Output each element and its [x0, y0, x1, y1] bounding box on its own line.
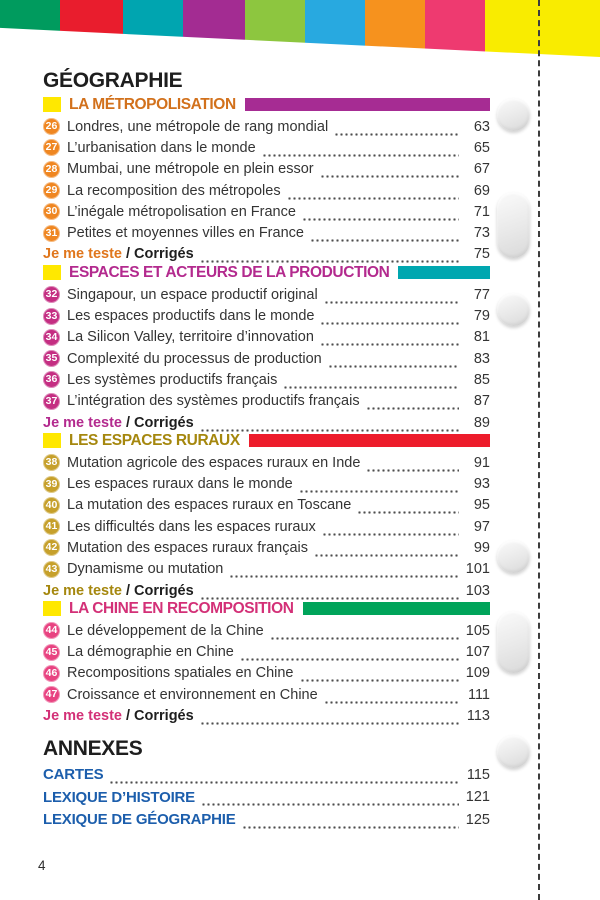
color-stripe-band [0, 0, 600, 57]
chapter-number-badge: 47 [43, 686, 60, 703]
dotted-leader [240, 651, 459, 661]
color-stripe-pink [425, 0, 485, 57]
page-number: 115 [466, 766, 490, 783]
dotted-leader [201, 796, 459, 806]
test-label: Je me teste [43, 414, 122, 431]
section-color-bar [245, 98, 490, 111]
section-color-bar [303, 602, 490, 615]
chapter-number-badge: 39 [43, 476, 60, 493]
dotted-leader [366, 400, 459, 410]
test-suffix: / Corrigés [126, 708, 194, 725]
toc-item-label: La mutation des espaces ruraux en Toscane [67, 497, 352, 514]
annex-label: LEXIQUE DE GÉOGRAPHIE [43, 811, 236, 829]
toc-item-label: Londres, une métropole de rang mondial [67, 118, 329, 135]
chapter-number-badge: 43 [43, 561, 60, 578]
toc-test-item[interactable] [43, 412, 490, 433]
toc-item-label: La recomposition des métropoles [67, 182, 281, 199]
toc-item-label: Mumbai, une métropole en plein essor [67, 161, 314, 178]
page-number: 63 [473, 118, 490, 135]
dotted-leader [324, 694, 459, 704]
page-number: 65 [473, 139, 490, 156]
toc-item[interactable] [43, 642, 490, 663]
toc-item[interactable] [43, 516, 490, 537]
toc-item[interactable] [43, 663, 490, 684]
dotted-leader [320, 168, 459, 178]
test-label: Je me teste [43, 246, 122, 263]
toc-item-label: Les systèmes productifs français [67, 371, 278, 388]
dotted-leader [302, 211, 459, 221]
page-number: 79 [473, 308, 490, 325]
toc-item[interactable] [43, 305, 490, 326]
page-number: 97 [473, 518, 490, 535]
page-number: 109 [465, 665, 490, 682]
page-number: 81 [473, 329, 490, 346]
toc-item[interactable] [43, 391, 490, 412]
test-label: Je me teste [43, 582, 122, 599]
toc-item[interactable] [43, 452, 490, 473]
dotted-leader [322, 526, 459, 536]
chapter-number-badge: 36 [43, 371, 60, 388]
dotted-leader [328, 358, 459, 368]
thumb-tab-circle [497, 735, 530, 768]
chapter-number-badge: 30 [43, 203, 60, 220]
page-number: 71 [473, 203, 490, 220]
toc-item[interactable] [43, 284, 490, 305]
toc-item[interactable] [43, 684, 490, 705]
toc-item-label: Les espaces ruraux dans le monde [67, 476, 293, 493]
annex-item[interactable] [43, 809, 490, 831]
page-number: 77 [473, 286, 490, 303]
toc-item-label: Mutation agricole des espaces ruraux en Inde [67, 454, 361, 471]
dotted-leader [109, 774, 459, 784]
page-number: 85 [473, 371, 490, 388]
test-suffix: / Corrigés [126, 582, 194, 599]
dotted-leader [310, 232, 459, 242]
dotted-leader [287, 190, 459, 200]
page-number: 69 [473, 182, 490, 199]
page-number: 75 [473, 246, 490, 263]
toc-item-label: Petites et moyennes villes en France [67, 225, 304, 242]
color-stripe-light-green [245, 0, 305, 57]
chapter-number-badge: 37 [43, 393, 60, 410]
page-number: 89 [473, 414, 490, 431]
section-header [43, 601, 490, 616]
chapter-number-badge: 26 [43, 118, 60, 135]
annex-item[interactable] [43, 764, 490, 786]
toc-item[interactable] [43, 369, 490, 390]
toc-item-label: L’urbanisation dans le monde [67, 139, 256, 156]
chapter-number-badge: 38 [43, 454, 60, 471]
page-number: 111 [467, 686, 490, 703]
toc-item-label: Dynamisme ou mutation [67, 561, 224, 578]
test-suffix: / Corrigés [126, 246, 194, 263]
toc-item[interactable] [43, 559, 490, 580]
toc-item-label: L’inégale métropolisation en France [67, 203, 296, 220]
thumb-tab-circle [497, 293, 530, 326]
toc-item[interactable] [43, 137, 490, 158]
toc-section [43, 433, 490, 601]
dotted-leader [229, 568, 459, 578]
color-stripe-teal [123, 0, 183, 57]
color-stripe-yellow [485, 0, 600, 57]
thumb-tab-pill [497, 192, 530, 258]
toc-item-label: L’intégration des systèmes productifs français [67, 393, 360, 410]
thumb-tab-pill [497, 611, 530, 673]
toc-item[interactable] [43, 620, 490, 641]
section-title: ESPACES ET ACTEURS DE LA PRODUCTION [69, 263, 390, 281]
page-edge-dashed-line [538, 0, 540, 900]
page-number: 125 [465, 811, 490, 828]
toc-test-item[interactable] [43, 244, 490, 265]
toc-item-label: La démographie en Chine [67, 644, 234, 661]
toc-item-label: La Silicon Valley, territoire d’innovation [67, 329, 314, 346]
toc-section [43, 601, 490, 726]
page-number: 107 [465, 644, 490, 661]
chapter-number-badge: 42 [43, 539, 60, 556]
toc-item[interactable] [43, 201, 490, 222]
toc-item[interactable] [43, 348, 490, 369]
page-number: 93 [473, 476, 490, 493]
toc-content [43, 70, 490, 831]
dotted-leader [334, 126, 459, 136]
dotted-leader [283, 379, 459, 389]
thumb-tab-circle [497, 98, 530, 131]
page-number: 83 [473, 350, 490, 367]
toc-item-label: Croissance et environnement en Chine [67, 686, 318, 703]
section-color-bar [398, 266, 490, 279]
chapter-number-badge: 34 [43, 329, 60, 346]
section-marker-square [43, 265, 61, 280]
color-stripe-orange [365, 0, 425, 57]
chapter-number-badge: 28 [43, 161, 60, 178]
dotted-leader [366, 462, 459, 472]
dotted-leader [357, 504, 459, 514]
chapter-number-badge: 32 [43, 286, 60, 303]
dotted-leader [324, 294, 459, 304]
page-title: GÉOGRAPHIE [43, 69, 183, 92]
color-stripe-green [0, 0, 60, 57]
toc-item-label: Singapour, un espace productif original [67, 286, 318, 303]
page-number: 87 [473, 393, 490, 410]
page-number: 103 [465, 582, 490, 599]
chapter-number-badge: 45 [43, 644, 60, 661]
annex-label: CARTES [43, 766, 104, 784]
annex-item[interactable] [43, 786, 490, 808]
toc-item-label: Les difficultés dans les espaces ruraux [67, 518, 316, 535]
color-stripe-purple [183, 0, 245, 57]
dotted-leader [320, 336, 459, 346]
dotted-leader [200, 590, 459, 600]
page-number: 99 [473, 539, 490, 556]
toc-item[interactable] [43, 159, 490, 180]
chapter-number-badge: 31 [43, 225, 60, 242]
annexes-title: ANNEXES [43, 736, 143, 760]
annexes-list [43, 764, 490, 831]
chapter-number-badge: 35 [43, 350, 60, 367]
dotted-leader [320, 315, 459, 325]
section-header [43, 433, 490, 448]
toc-item-label: Recompositions spatiales en Chine [67, 665, 294, 682]
dotted-leader [242, 819, 460, 829]
page-number: 101 [465, 561, 490, 578]
dotted-leader [200, 422, 459, 432]
dotted-leader [314, 547, 459, 557]
page-number: 95 [473, 497, 490, 514]
chapter-number-badge: 40 [43, 497, 60, 514]
toc-item[interactable] [43, 473, 490, 494]
section-title: LES ESPACES RURAUX [69, 431, 240, 449]
section-marker-square [43, 601, 61, 616]
section-title: LA CHINE EN RECOMPOSITION [69, 599, 294, 617]
section-color-bar [249, 434, 490, 447]
page-number: 105 [465, 622, 490, 639]
chapter-number-badge: 33 [43, 308, 60, 325]
dotted-leader [299, 483, 459, 493]
test-suffix: / Corrigés [126, 414, 194, 431]
toc-item[interactable] [43, 222, 490, 243]
dotted-leader [200, 253, 459, 263]
chapter-number-badge: 29 [43, 182, 60, 199]
color-stripe-red [60, 0, 123, 57]
toc-test-item[interactable] [43, 580, 490, 601]
toc-item-label: Les espaces productifs dans le monde [67, 308, 315, 325]
toc-section [43, 97, 490, 265]
folio-page-number: 4 [38, 858, 46, 873]
page-number: 113 [466, 708, 490, 725]
section-marker-square [43, 97, 61, 112]
toc-item[interactable] [43, 495, 490, 516]
dotted-leader [200, 715, 459, 725]
section-marker-square [43, 433, 61, 448]
section-header [43, 265, 490, 280]
page-number: 121 [465, 789, 490, 806]
dotted-leader [270, 630, 459, 640]
toc-item-label: Le développement de la Chine [67, 622, 264, 639]
toc-item[interactable] [43, 537, 490, 558]
section-title: LA MÉTROPOLISATION [69, 95, 236, 113]
chapter-number-badge: 41 [43, 518, 60, 535]
toc-section [43, 265, 490, 433]
toc-item[interactable] [43, 327, 490, 348]
toc-item-label: Mutation des espaces ruraux français [67, 539, 308, 556]
chapter-number-badge: 46 [43, 665, 60, 682]
annex-label: LEXIQUE D’HISTOIRE [43, 788, 195, 806]
chapter-number-badge: 27 [43, 139, 60, 156]
toc-item-label: Complexité du processus de production [67, 350, 322, 367]
dotted-leader [300, 672, 460, 682]
toc-item[interactable] [43, 116, 490, 137]
page-number: 91 [473, 454, 490, 471]
test-label: Je me teste [43, 708, 122, 725]
toc-test-item[interactable] [43, 705, 490, 726]
color-stripe-blue [305, 0, 365, 57]
page-number: 67 [473, 161, 490, 178]
page-number: 73 [473, 225, 490, 242]
toc-item[interactable] [43, 180, 490, 201]
section-header [43, 97, 490, 112]
toc-sections [43, 97, 490, 727]
dotted-leader [262, 147, 459, 157]
chapter-number-badge: 44 [43, 622, 60, 639]
thumb-tab-circle [497, 540, 530, 573]
